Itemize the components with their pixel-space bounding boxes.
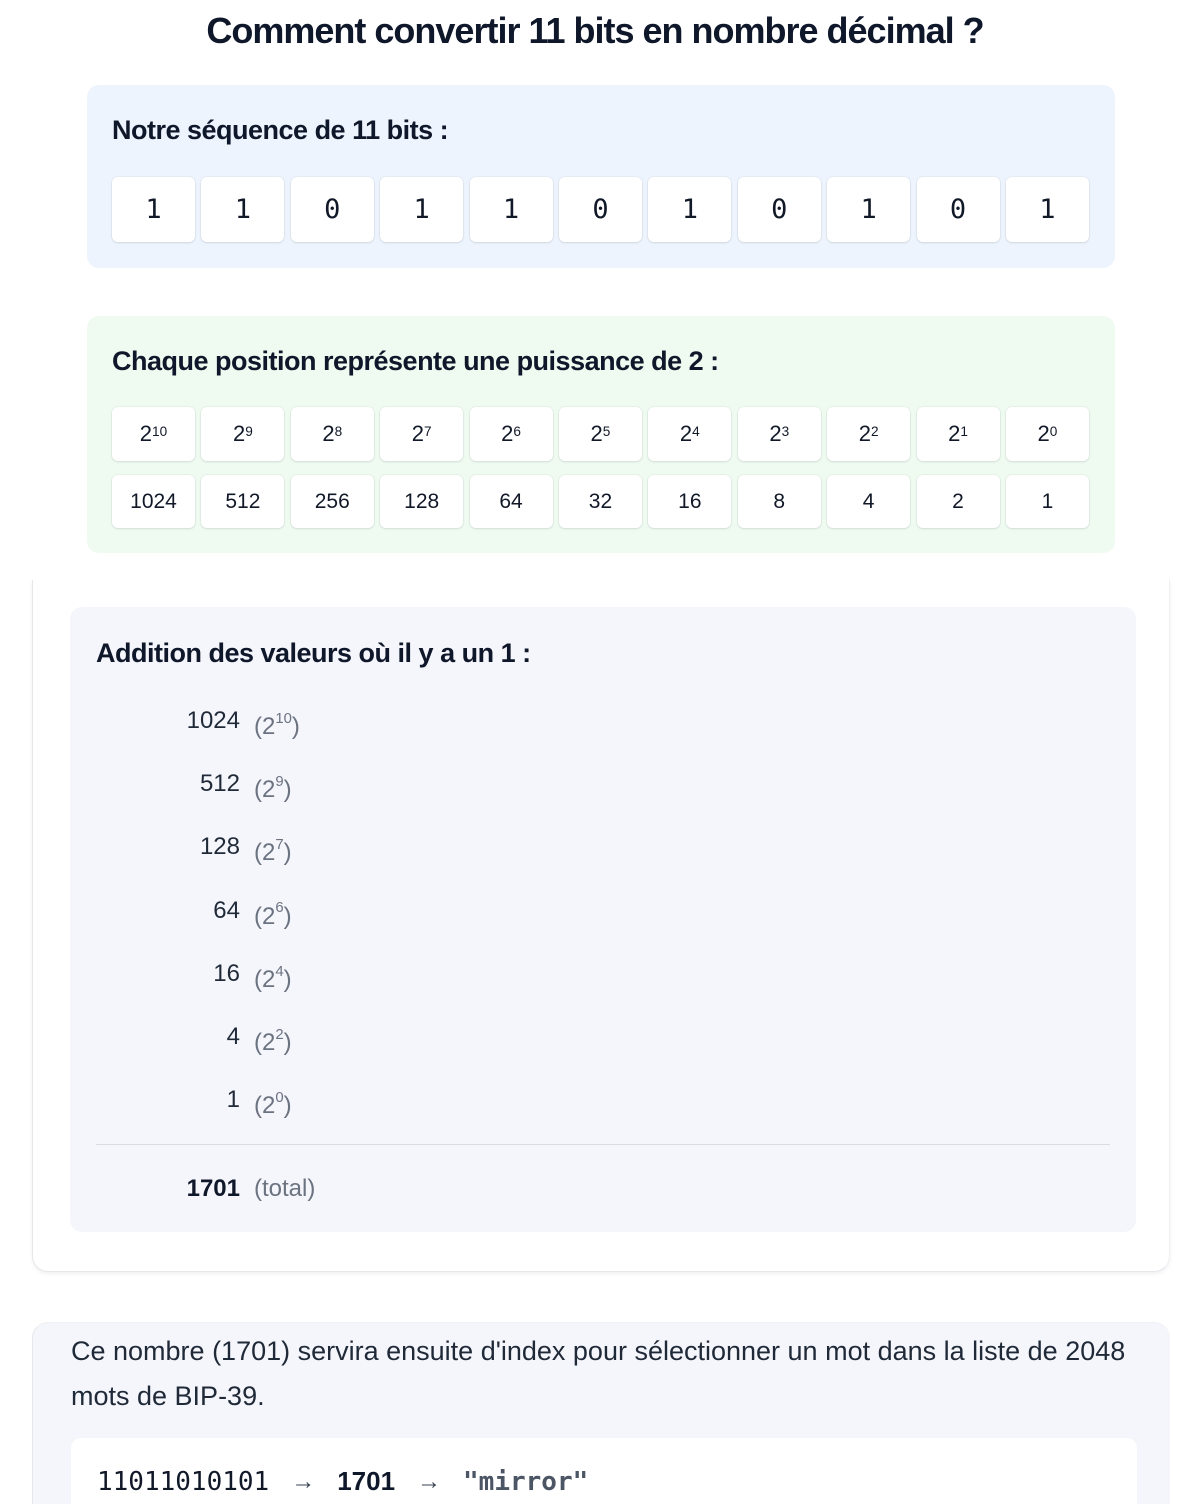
sum-term-row [114,701,714,741]
bit-sequence-heading: Notre séquence de 11 bits : [112,115,449,145]
power-cell [291,407,374,461]
power-exponent: 9 [275,773,284,790]
power-cell [112,407,195,461]
bit-cell: 1 [648,177,731,242]
power-value-cell: 16 [648,475,731,528]
power-exponent: 2 [275,1026,284,1043]
power-value-cell: 512 [201,475,284,528]
powers-heading: Chaque position représente une puissance de 2 : [112,346,719,376]
sum-term-value: 512 [199,770,240,798]
power-base: 2 [1037,421,1050,446]
power-base: 2 [262,776,276,804]
power-value-cell: 1 [1006,475,1089,528]
power-cell [201,407,284,461]
arrow-right-icon: → [291,1467,316,1495]
sum-term-value: 4 [226,1023,240,1050]
bit-to-word-mapping [97,1466,588,1497]
power-base: 2 [262,1092,276,1120]
sum-term-row [114,1080,714,1120]
power-cell [1006,407,1089,461]
power-exponent: 7 [424,424,432,440]
sum-term-row [114,827,714,867]
power-exponent: 1 [960,424,968,440]
power-base: 2 [262,965,276,993]
power-exponent: 0 [275,1089,284,1106]
power-exponent-row [112,407,1089,461]
sum-term-power: $(2^7)$ [254,837,292,867]
power-exponent: 7 [275,837,284,854]
power-cell [827,407,910,461]
sum-term-value: 1024 [186,707,240,734]
power-exponent: 10 [275,710,292,727]
power-base: 2 [262,902,276,930]
power-exponent: 2 [870,424,879,440]
power-cell [559,407,642,461]
sum-total-value: 1701 [186,1175,240,1202]
power-cell [917,407,1000,461]
sum-term-power: $(2^9)$ [254,773,292,804]
sum-term-power: $(2^4)$ [254,963,292,993]
power-base: 2 [262,839,276,867]
power-base: 2 [679,421,693,446]
power-base: 2 [262,1029,276,1056]
mapping-word: "mirror" [463,1466,589,1497]
power-base: 2 [232,421,246,446]
power-exponent: 4 [692,424,700,440]
power-exponent: 5 [602,424,611,440]
power-value-row [112,475,1089,528]
power-value-cell: 256 [291,475,374,528]
power-exponent: 0 [1049,424,1058,440]
power-exponent: 4 [275,963,284,980]
mapping-decimal: 1701 [337,1466,396,1496]
sum-term-value: 128 [199,833,240,861]
sum-term-value: 64 [213,896,240,924]
bit-cell: 1 [1006,177,1089,242]
powers-panel [87,316,1115,553]
power-exponent: 9 [245,424,253,440]
note-card [32,1322,1170,1504]
power-cell [470,407,553,461]
bit-cell: 1 [380,177,463,242]
power-base: 2 [769,421,782,446]
sum-term-value: 1 [226,1086,240,1114]
bit-cell: 1 [827,177,910,242]
bit-cell: 0 [917,177,1000,242]
power-cell [380,407,463,461]
sum-term-row [114,954,714,994]
power-base: 2 [858,421,871,446]
sum-term-value: 16 [213,959,240,987]
power-exponent: 10 [152,424,168,440]
power-exponent: 8 [334,424,343,440]
power-base: 2 [322,421,335,446]
sum-term-power: $(2^2)$ [254,1026,292,1056]
power-exponent: 6 [275,900,284,917]
sum-term-row [114,1017,714,1057]
sum-heading: Addition des valeurs où il y a un 1 : [96,638,531,668]
sum-total-row [114,1169,714,1209]
bit-cell: 0 [738,177,821,242]
sum-panel [70,607,1136,1232]
bit-cell: 0 [559,177,642,242]
sum-divider [96,1144,1110,1145]
power-cell [648,407,731,461]
sum-term-row [114,764,714,804]
mapping-box [71,1438,1137,1504]
power-base: 2 [262,713,276,740]
sum-term-power: $(2^{10})$ [254,710,300,740]
power-value-cell: 32 [559,475,642,528]
bit-cell: 1 [201,177,284,242]
page-title: Comment convertir 11 bits en nombre décimal ? [206,10,984,51]
bit-cell: 1 [112,177,195,242]
arrow-right-icon: → [417,1467,442,1495]
power-value-cell: 128 [380,475,463,528]
power-exponent: 3 [781,424,790,440]
power-value-cell: 8 [738,475,821,528]
power-base: 2 [411,421,424,446]
power-base: 2 [590,421,603,446]
power-value-cell: 1024 [112,475,195,528]
bit-cell: 1 [470,177,553,242]
note-text: Ce nombre (1701) servira ensuite d'index pour sélectionner un mot dans la liste de 2048 mots de BIP-39. [71,1336,1126,1411]
sum-term-power: $(2^6)$ [254,900,292,930]
power-base: 2 [139,421,153,446]
power-exponent: 6 [513,424,521,440]
sum-term-row [114,891,714,931]
bit-row [112,177,1089,242]
bit-sequence-panel [87,85,1115,268]
sum-total-label: (total) [254,1175,316,1202]
power-value-cell: 4 [827,475,910,528]
mapping-binary: 11011010101 [97,1466,270,1497]
sum-term-power: $(2^0)$ [254,1089,292,1120]
power-base: 2 [948,421,961,446]
power-base: 2 [501,421,514,446]
bit-cell: 0 [291,177,374,242]
power-value-cell: 64 [470,475,553,528]
power-value-cell: 2 [917,475,1000,528]
power-cell [738,407,821,461]
